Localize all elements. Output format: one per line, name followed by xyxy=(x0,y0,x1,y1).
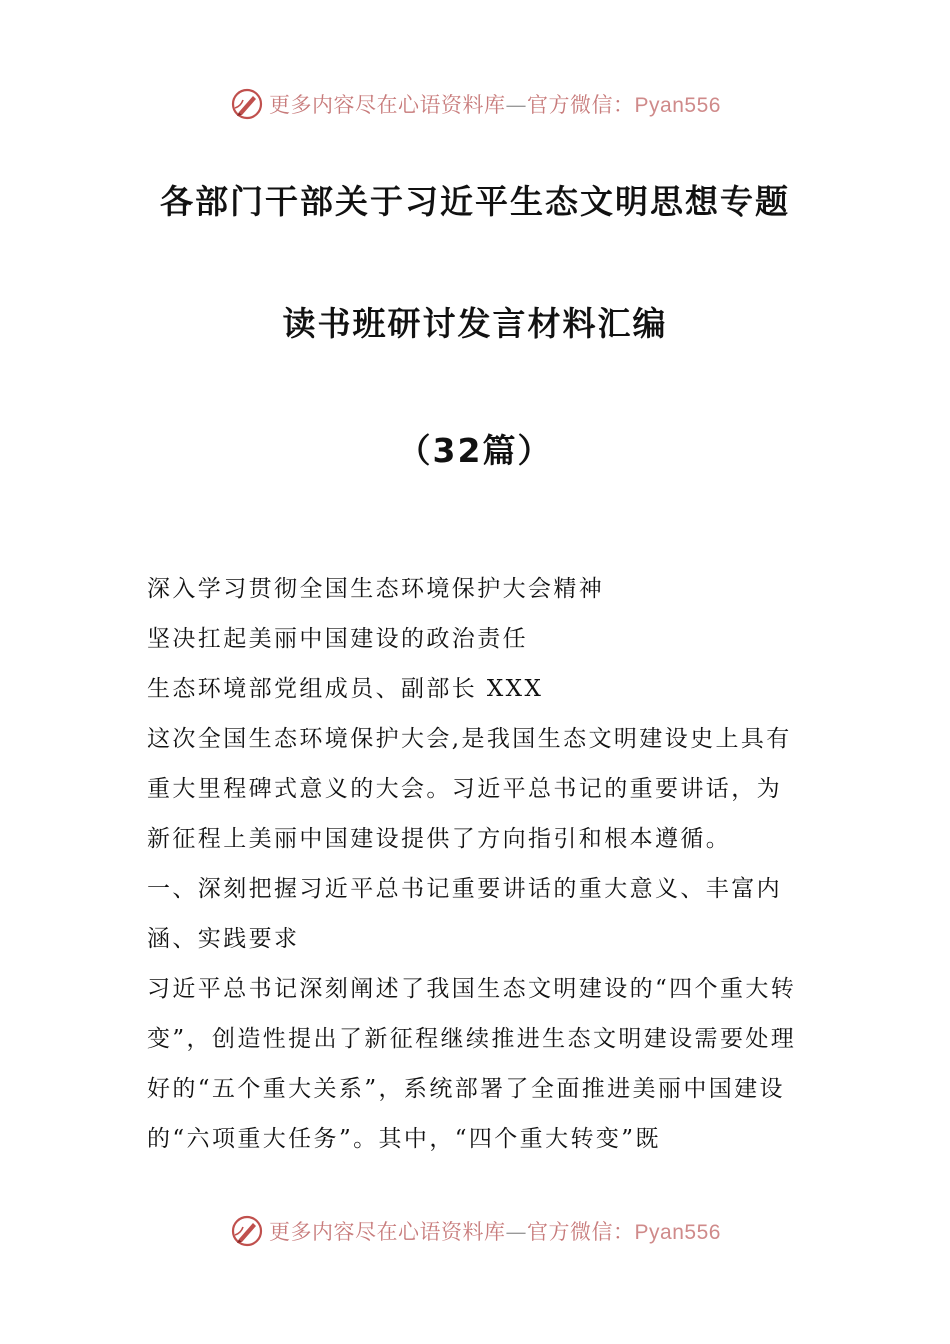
document-body xyxy=(147,564,807,1164)
watermark-text: 更多内容尽在心语资料库—官方微信：Pyan556 xyxy=(269,1220,721,1244)
pen-logo-icon xyxy=(229,86,265,122)
footer-watermark xyxy=(0,1211,950,1251)
document-title-count: （32篇） xyxy=(397,431,553,470)
watermark-text: 更多内容尽在心语资料库—官方微信：Pyan556 xyxy=(269,93,721,117)
article-heading-2: 坚决扛起美丽中国建设的政治责任 xyxy=(147,626,528,652)
pen-logo-icon xyxy=(229,1213,265,1249)
header-watermark xyxy=(0,84,950,124)
paragraph: 这次全国生态环境保护大会,是我国生态文明建设史上具有重大里程碑式意义的大会。习近平总书记的重要讲话，为新征程上美丽中国建设提供了方向指引和根本遵循。 xyxy=(147,726,792,852)
section-heading: 一、深刻把握习近平总书记重要讲话的重大意义、丰富内涵、实践要求 xyxy=(147,876,782,952)
article-heading-1: 深入学习贯彻全国生态环境保护大会精神 xyxy=(147,576,605,602)
document-title-line-2: 读书班研讨发言材料汇编 xyxy=(282,304,668,343)
document-title-line-1: 各部门干部关于习近平生态文明思想专题 xyxy=(160,182,790,221)
paragraph: 习近平总书记深刻阐述了我国生态文明建设的“四个重大转变”，创造性提出了新征程继续推进生态文明建设需要处理好的“五个重大关系”，系统部署了全面推进美丽中国建设的“六项重大任务”。其中，“四个重大转变”既 xyxy=(147,976,797,1152)
article-author: 生态环境部党组成员、副部长 XXX xyxy=(147,676,544,702)
